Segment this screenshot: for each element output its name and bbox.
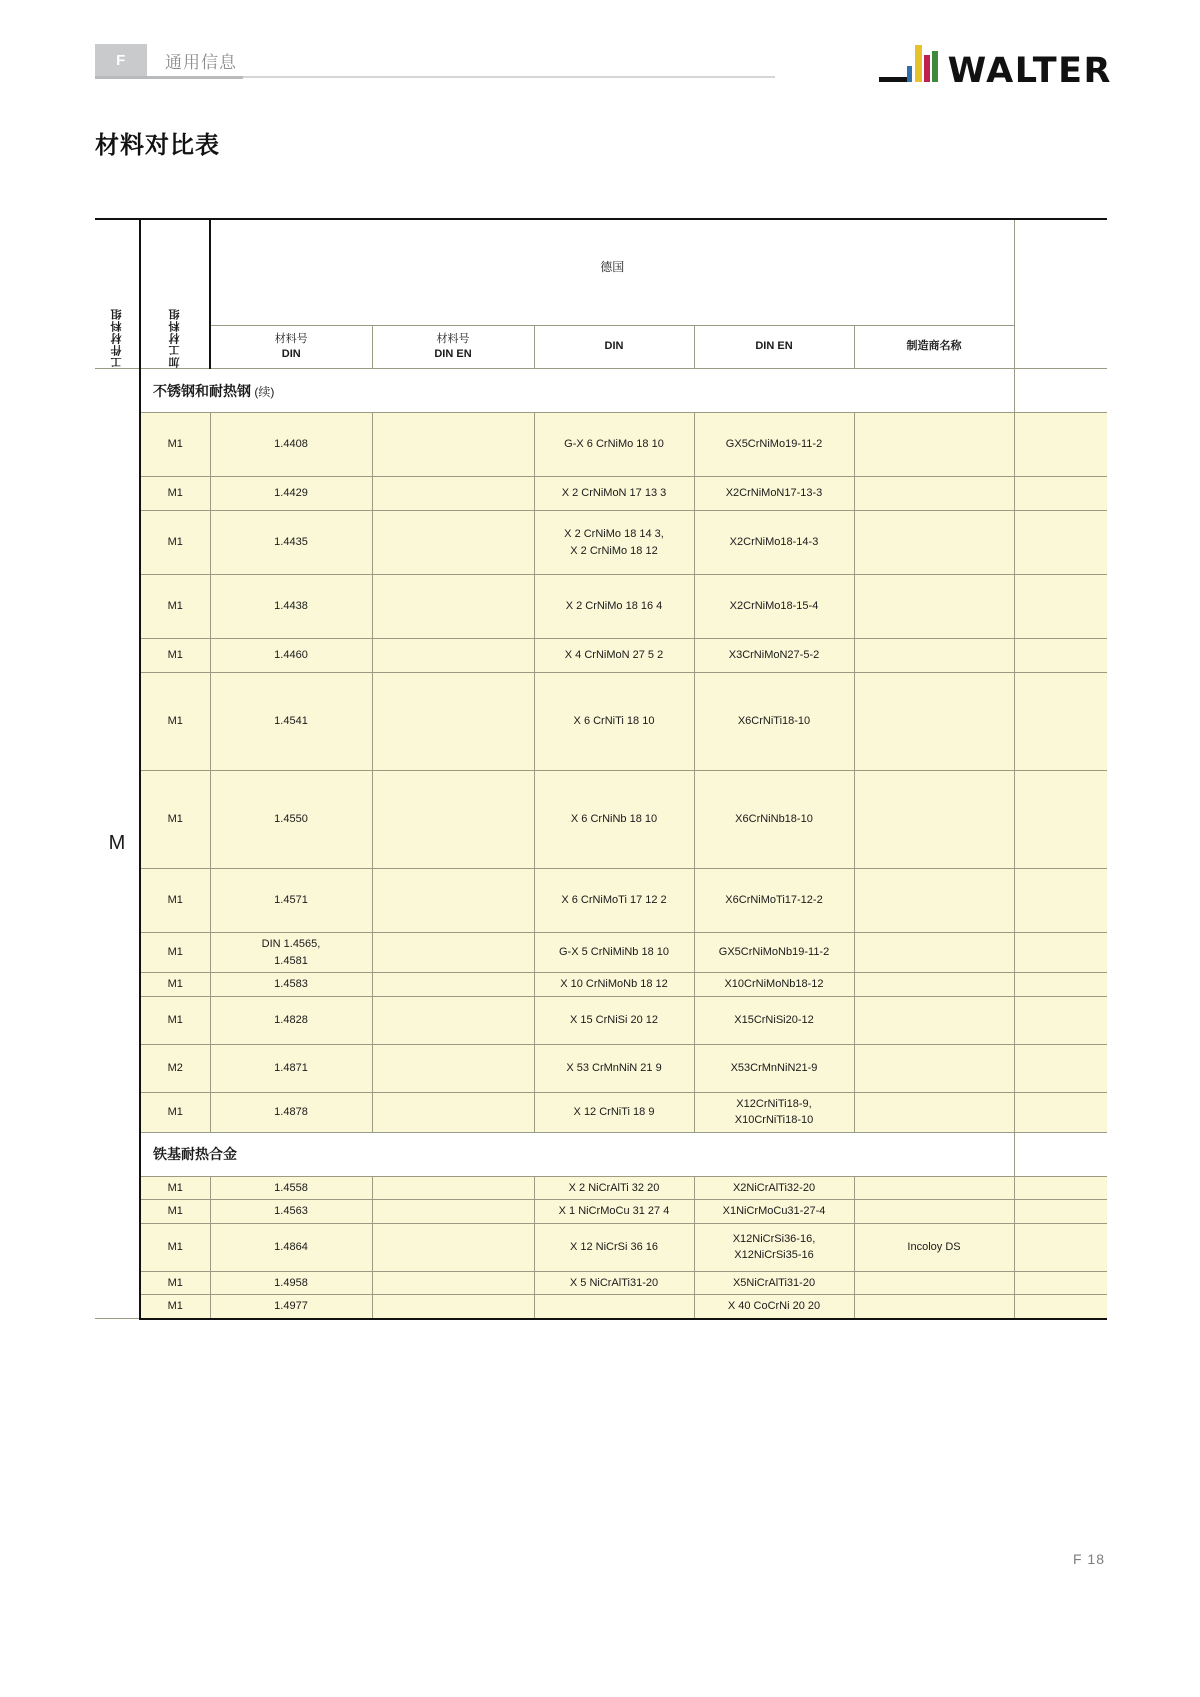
column-header-din-number-line1: 材料号 — [274, 332, 308, 345]
cell-din: X 4 CrNiMoN 27 5 2 — [534, 639, 694, 673]
cell-dinen-number — [372, 1176, 534, 1200]
cell-din-number: 1.4571 — [210, 869, 372, 933]
cell-din: X 2 CrNiMoN 17 13 3 — [534, 477, 694, 511]
cell-machining-group: M1 — [140, 673, 210, 771]
cell-din-number: 1.4977 — [210, 1295, 372, 1319]
cell-dinen-number — [372, 933, 534, 973]
chapter-badge: F — [95, 44, 147, 76]
table-body — [95, 369, 1107, 1319]
overflow-column-cell — [1014, 973, 1107, 997]
cell-din: X 6 CrNiTi 18 10 — [534, 673, 694, 771]
cell-dinen: X2CrNiMoN17-13-3 — [694, 477, 854, 511]
cell-manufacturer — [854, 1295, 1014, 1319]
cell-manufacturer — [854, 1092, 1014, 1132]
cell-manufacturer — [854, 771, 1014, 869]
cell-manufacturer — [854, 1200, 1014, 1224]
cell-machining-group: M1 — [140, 996, 210, 1044]
section-title — [140, 369, 1014, 413]
table-row — [95, 996, 1107, 1044]
cell-dinen: GX5CrNiMoNb19-11-2 — [694, 933, 854, 973]
cell-din: G-X 5 CrNiMiNb 18 10 — [534, 933, 694, 973]
overflow-column-cell — [1014, 1295, 1107, 1319]
logo-bar-crimson-icon — [924, 55, 930, 82]
cell-dinen: X12CrNiTi18-9, X10CrNiTi18-10 — [694, 1092, 854, 1132]
cell-machining-group: M1 — [140, 771, 210, 869]
cell-dinen-number — [372, 1271, 534, 1295]
cell-din-number: 1.4558 — [210, 1176, 372, 1200]
column-header-din-number-line2: DIN — [281, 347, 301, 360]
cell-manufacturer — [854, 1176, 1014, 1200]
cell-manufacturer — [854, 575, 1014, 639]
column-header-dinen-number-line2: DIN EN — [434, 347, 472, 360]
cell-manufacturer — [854, 673, 1014, 771]
column-header-din-label: DIN — [604, 340, 624, 353]
cell-dinen-number — [372, 511, 534, 575]
overflow-column-cell — [1014, 413, 1107, 477]
cell-dinen: X3CrNiMoN27-5-2 — [694, 639, 854, 673]
cell-dinen-number — [372, 996, 534, 1044]
cell-dinen-number — [372, 673, 534, 771]
cell-din: G-X 6 CrNiMo 18 10 — [534, 413, 694, 477]
cell-manufacturer: Incoloy DS — [854, 1223, 1014, 1271]
table-row — [95, 639, 1107, 673]
cell-din-number: DIN 1.4565, 1.4581 — [210, 933, 372, 973]
cell-din-number: 1.4864 — [210, 1223, 372, 1271]
column-header-dinen-number — [372, 325, 534, 368]
cell-dinen: X10CrNiMoNb18-12 — [694, 973, 854, 997]
logo-dash-icon — [879, 77, 907, 82]
cell-din-number: 1.4408 — [210, 413, 372, 477]
cell-din: X 12 CrNiTi 18 9 — [534, 1092, 694, 1132]
table-row — [95, 1092, 1107, 1132]
cell-machining-group: M1 — [140, 869, 210, 933]
overflow-column-cell — [1014, 1223, 1107, 1271]
cell-dinen: GX5CrNiMo19-11-2 — [694, 413, 854, 477]
cell-machining-group: M1 — [140, 973, 210, 997]
table-row — [95, 1223, 1107, 1271]
cell-din-number: 1.4541 — [210, 673, 372, 771]
cell-manufacturer — [854, 996, 1014, 1044]
cell-dinen-number — [372, 1200, 534, 1224]
overflow-column-cell — [1014, 1176, 1107, 1200]
cell-machining-group: M1 — [140, 1295, 210, 1319]
cell-dinen: X2CrNiMo18-15-4 — [694, 575, 854, 639]
column-header-din — [534, 325, 694, 368]
cell-din: X 15 CrNiSi 20 12 — [534, 996, 694, 1044]
cell-manufacturer — [854, 639, 1014, 673]
section-title-text: 铁基耐热合金 — [153, 1146, 237, 1162]
cell-dinen: X2NiCrAlTi32-20 — [694, 1176, 854, 1200]
overflow-column-cell — [1014, 996, 1107, 1044]
cell-din-number: 1.4550 — [210, 771, 372, 869]
cell-manufacturer — [854, 1044, 1014, 1092]
vertical-header-workpiece-group — [95, 219, 140, 369]
section-title — [140, 1132, 1014, 1176]
table-row — [95, 1200, 1107, 1224]
logo-bar-green-icon — [932, 51, 938, 82]
logo-wordmark: WALTER — [947, 50, 1112, 91]
cell-dinen: X6CrNiNb18-10 — [694, 771, 854, 869]
cell-machining-group: M1 — [140, 511, 210, 575]
overflow-column-cell — [1014, 1044, 1107, 1092]
overflow-column-header — [1014, 219, 1107, 369]
table-header — [95, 219, 1107, 369]
cell-din-number: 1.4563 — [210, 1200, 372, 1224]
cell-din: X 10 CrNiMoNb 18 12 — [534, 973, 694, 997]
cell-dinen-number — [372, 1223, 534, 1271]
cell-din-number: 1.4429 — [210, 477, 372, 511]
cell-machining-group: M1 — [140, 1271, 210, 1295]
country-group-header: 德国 — [210, 219, 1014, 325]
cell-machining-group: M1 — [140, 933, 210, 973]
cell-machining-group: M1 — [140, 1223, 210, 1271]
cell-machining-group: M1 — [140, 1176, 210, 1200]
cell-machining-group: M1 — [140, 477, 210, 511]
cell-dinen-number — [372, 869, 534, 933]
overflow-column-cell — [1014, 933, 1107, 973]
vertical-header-machining-group — [140, 219, 210, 369]
cell-machining-group: M1 — [140, 639, 210, 673]
cell-dinen-number — [372, 973, 534, 997]
column-header-manufacturer-label: 制造商名称 — [906, 340, 962, 353]
cell-manufacturer — [854, 933, 1014, 973]
cell-manufacturer — [854, 1271, 1014, 1295]
overflow-column-cell — [1014, 477, 1107, 511]
section-title-row — [95, 1132, 1107, 1176]
cell-din: X 12 NiCrSi 36 16 — [534, 1223, 694, 1271]
overflow-column-cell — [1014, 1132, 1107, 1176]
breadcrumb — [95, 44, 237, 76]
page-footer: F 18 — [1072, 1551, 1105, 1567]
table-row — [95, 1271, 1107, 1295]
cell-din-number: 1.4460 — [210, 639, 372, 673]
cell-machining-group: M1 — [140, 413, 210, 477]
overflow-column-cell — [1014, 869, 1107, 933]
cell-din: X 2 CrNiMo 18 16 4 — [534, 575, 694, 639]
overflow-column-cell — [1014, 575, 1107, 639]
cell-dinen: X15CrNiSi20-12 — [694, 996, 854, 1044]
column-header-dinen — [694, 325, 854, 368]
cell-dinen-number — [372, 771, 534, 869]
table-row — [95, 1295, 1107, 1319]
cell-dinen: X12NiCrSi36-16, X12NiCrSi35-16 — [694, 1223, 854, 1271]
cell-dinen-number — [372, 477, 534, 511]
cell-dinen: X5NiCrAlTi31-20 — [694, 1271, 854, 1295]
table-row — [95, 413, 1107, 477]
table-row — [95, 511, 1107, 575]
cell-dinen-number — [372, 639, 534, 673]
cell-din: X 5 NiCrAlTi31-20 — [534, 1271, 694, 1295]
header-divider-accent — [95, 76, 243, 79]
material-group-marker: M — [95, 369, 140, 1319]
table-row — [95, 973, 1107, 997]
cell-din: X 1 NiCrMoCu 31 27 4 — [534, 1200, 694, 1224]
cell-machining-group: M1 — [140, 575, 210, 639]
column-header-manufacturer — [854, 325, 1014, 368]
column-header-dinen-label: DIN EN — [755, 340, 793, 353]
cell-dinen: X 40 CoCrNi 20 20 — [694, 1295, 854, 1319]
cell-din-number: 1.4958 — [210, 1271, 372, 1295]
overflow-column-cell — [1014, 771, 1107, 869]
cell-din: X 53 CrMnNiN 21 9 — [534, 1044, 694, 1092]
cell-manufacturer — [854, 511, 1014, 575]
walter-logo-mark-icon — [879, 44, 943, 88]
cell-machining-group: M2 — [140, 1044, 210, 1092]
cell-dinen: X6CrNiTi18-10 — [694, 673, 854, 771]
vertical-header-workpiece-group-label: 工件材料组 — [110, 308, 123, 368]
cell-din-number: 1.4435 — [210, 511, 372, 575]
vertical-header-machining-group-label: 加工材料组 — [168, 308, 181, 368]
cell-machining-group: M1 — [140, 1200, 210, 1224]
material-comparison-table — [95, 218, 1107, 1320]
table-row — [95, 869, 1107, 933]
cell-dinen-number — [372, 1092, 534, 1132]
material-comparison-table-wrap — [95, 218, 1107, 1320]
cell-dinen-number — [372, 1295, 534, 1319]
table-row — [95, 477, 1107, 511]
cell-manufacturer — [854, 869, 1014, 933]
overflow-column-cell — [1014, 1200, 1107, 1224]
table-row — [95, 771, 1107, 869]
chapter-label: 通用信息 — [165, 52, 237, 72]
table-row — [95, 1044, 1107, 1092]
cell-din-number: 1.4828 — [210, 996, 372, 1044]
table-row — [95, 673, 1107, 771]
cell-dinen: X53CrMnNiN21-9 — [694, 1044, 854, 1092]
cell-dinen-number — [372, 1044, 534, 1092]
cell-din: X 2 NiCrAlTi 32 20 — [534, 1176, 694, 1200]
overflow-column-cell — [1014, 639, 1107, 673]
cell-din — [534, 1295, 694, 1319]
overflow-column-cell — [1014, 369, 1107, 413]
overflow-column-cell — [1014, 1092, 1107, 1132]
page-header — [0, 0, 1200, 110]
column-header-dinen-number-line1: 材料号 — [436, 332, 470, 345]
cell-din-number: 1.4871 — [210, 1044, 372, 1092]
cell-manufacturer — [854, 413, 1014, 477]
cell-din-number: 1.4878 — [210, 1092, 372, 1132]
cell-machining-group: M1 — [140, 1092, 210, 1132]
logo-bar-blue-icon — [907, 66, 912, 82]
page-title: 材料对比表 — [95, 132, 220, 159]
table-row — [95, 1176, 1107, 1200]
table-row — [95, 575, 1107, 639]
table-row — [95, 933, 1107, 973]
overflow-column-cell — [1014, 511, 1107, 575]
overflow-column-cell — [1014, 1271, 1107, 1295]
logo-bar-yellow-icon — [915, 45, 922, 82]
cell-din: X 2 CrNiMo 18 14 3, X 2 CrNiMo 18 12 — [534, 511, 694, 575]
walter-logo — [879, 40, 1112, 91]
section-title-suffix: (续) — [251, 384, 275, 399]
column-header-din-number — [210, 325, 372, 368]
cell-dinen-number — [372, 413, 534, 477]
cell-manufacturer — [854, 477, 1014, 511]
cell-din-number: 1.4583 — [210, 973, 372, 997]
overflow-column-cell — [1014, 673, 1107, 771]
section-title-text: 不锈钢和耐热钢 — [153, 382, 251, 399]
cell-dinen: X1NiCrMoCu31-27-4 — [694, 1200, 854, 1224]
cell-dinen: X2CrNiMo18-14-3 — [694, 511, 854, 575]
cell-dinen: X6CrNiMoTi17-12-2 — [694, 869, 854, 933]
cell-manufacturer — [854, 973, 1014, 997]
cell-din: X 6 CrNiMoTi 17 12 2 — [534, 869, 694, 933]
cell-din-number: 1.4438 — [210, 575, 372, 639]
cell-din: X 6 CrNiNb 18 10 — [534, 771, 694, 869]
cell-dinen-number — [372, 575, 534, 639]
section-title-row — [95, 369, 1107, 413]
